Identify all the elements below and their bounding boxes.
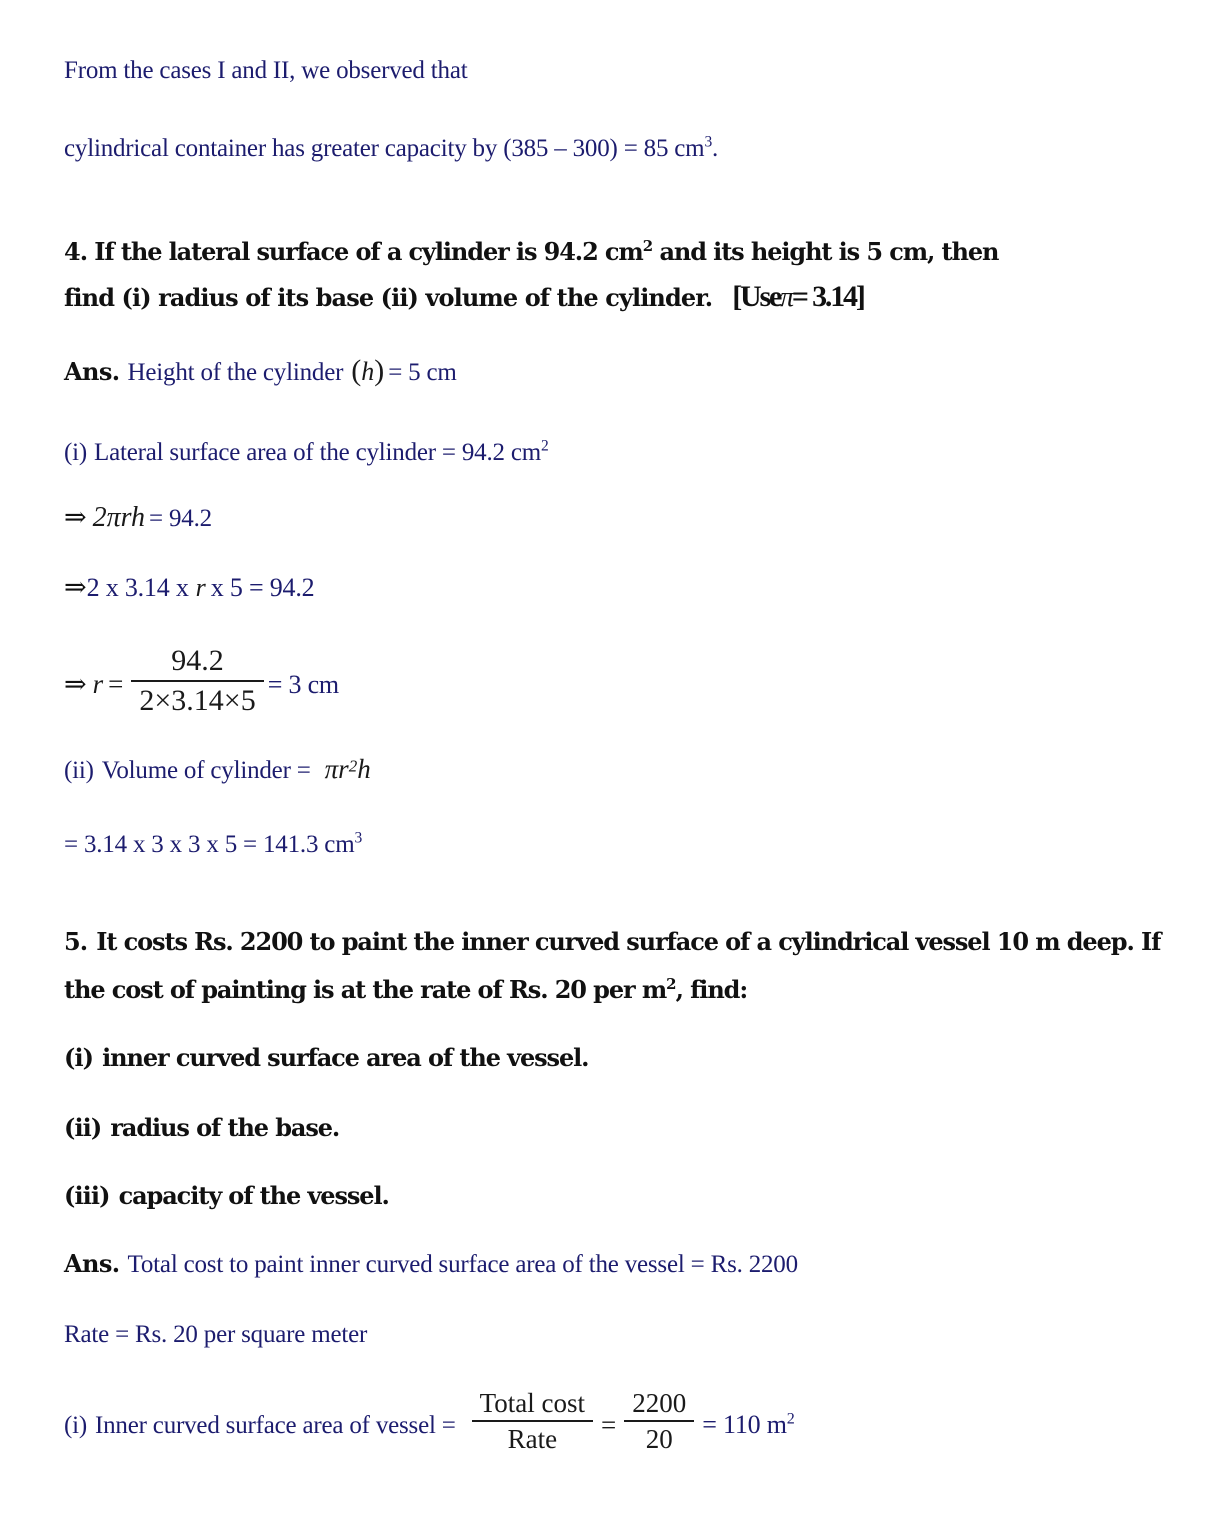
question-4-number: 4.	[64, 237, 88, 266]
fraction-1-bar	[472, 1420, 593, 1422]
intro-line-2	[64, 133, 719, 162]
step-ii-text: Volume of cylinder =	[101, 757, 311, 784]
question-5-part-ii-text: radius of the base.	[110, 1113, 340, 1142]
question-5-statement-line-2-post: , find:	[675, 975, 748, 1004]
pi-symbol: π	[780, 282, 792, 313]
question-5-statement-line-2-pre: the cost of painting is at the rate of Rs. 20 per m	[64, 975, 667, 1004]
volume-result-text: = 3.14 x 3 x 3 x 5 = 141.3 cm	[64, 831, 355, 858]
implies-arrow-1: ⇒	[64, 502, 87, 533]
final-value-text: = 110 m	[702, 1410, 787, 1440]
result-label: (i)	[64, 1411, 87, 1439]
use-pi-value: = 3.14]	[791, 280, 864, 313]
h-paren-close: )	[374, 354, 385, 387]
question-5-part-ii-label: (ii)	[64, 1113, 102, 1142]
fraction-total-cost-rate	[472, 1388, 593, 1454]
fraction-1-denominator: Rate	[507, 1424, 558, 1455]
numeric-pre: 2 x 3.14 x	[86, 573, 189, 602]
question-4-line-2	[64, 282, 864, 312]
question-5-part-iii-text: capacity of the vessel.	[118, 1181, 389, 1210]
volume-result-exponent: 3	[354, 829, 363, 847]
step-ii-volume	[64, 756, 371, 783]
inner-curved-surface-result	[64, 1390, 795, 1456]
final-value-exponent: 2	[786, 1410, 795, 1428]
question-5-part-i-text: inner curved surface area of the vessel.	[102, 1043, 589, 1072]
question-4-line-1	[64, 237, 999, 266]
radius-symbol: r	[92, 669, 104, 700]
implies-arrow-2: ⇒	[64, 572, 87, 603]
question-5-number: 5.	[64, 927, 88, 956]
intro-line-1: From the cases I and II, we observed that	[64, 57, 468, 84]
fraction-1-numerator: Total cost	[479, 1388, 586, 1418]
volume-formula-exponent: 2	[348, 756, 358, 776]
step-i-exponent: 2	[541, 437, 549, 455]
step-numeric-substitution	[64, 574, 314, 601]
intro-line-2-text: cylindrical container has greater capacity by (385 – 300) = 85 cm	[64, 135, 705, 162]
question-5-line-1	[64, 927, 1161, 956]
step-i-text: Lateral surface area of the cylinder = 94.2 cm	[94, 439, 542, 466]
step-i-lateral-surface	[64, 437, 549, 466]
question-4-exponent: 2	[642, 237, 653, 255]
fraction-2-numerator: 2200	[632, 1388, 687, 1418]
volume-result-line	[64, 829, 363, 858]
answer-label-4: Ans.	[64, 357, 120, 386]
question-5-part-ii	[64, 1113, 340, 1142]
radius-numerator: 94.2	[171, 644, 224, 677]
numeric-post: x 5 = 94.2	[210, 573, 315, 602]
question-4-answer-line	[64, 356, 457, 386]
answer-5-text: Total cost to paint inner curved surface area of the vessel = Rs. 2200	[127, 1251, 798, 1278]
step-formula-2pirh	[64, 504, 212, 532]
answer-4-text-post: = 5 cm	[388, 359, 457, 386]
step-i-label: (i)	[64, 439, 87, 466]
radius-result: = 3 cm	[267, 669, 339, 699]
equals-between-fractions: =	[601, 1409, 617, 1440]
question-5-line-2	[64, 975, 748, 1004]
fraction-2-denominator: 20	[645, 1424, 673, 1455]
intro-line-2-period: .	[712, 135, 719, 162]
formula-2pirh-value: = 94.2	[149, 505, 212, 532]
step-ii-label: (ii)	[64, 757, 94, 784]
question-5-part-i-label: (i)	[64, 1043, 94, 1072]
radius-denominator: 2×3.14×5	[139, 683, 256, 717]
r-symbol-numeric: r	[195, 573, 206, 602]
rate-line: Rate = Rs. 20 per square meter	[64, 1321, 368, 1348]
question-5-part-iii	[64, 1181, 389, 1210]
step-radius-fraction	[64, 646, 339, 719]
answer-4-text-pre: Height of the cylinder	[127, 359, 344, 386]
use-pi-open: [Use	[732, 280, 781, 313]
question-4-statement-line-2: find (i) radius of its base (ii) volume of the cylinder.	[64, 283, 713, 312]
question-5-answer-line	[64, 1249, 798, 1278]
question-5-exponent: 2	[666, 975, 676, 993]
fraction-2200-20	[624, 1388, 694, 1454]
radius-equals-sign: =	[108, 669, 124, 700]
formula-2pirh: 2πrh	[92, 502, 146, 533]
question-5-part-iii-label: (iii)	[64, 1181, 110, 1210]
volume-formula-h: h	[357, 754, 371, 784]
question-5-statement-line-1: It costs Rs. 2200 to paint the inner curved surface of a cylindrical vessel 10 m deep. If	[96, 927, 1161, 956]
use-pi-note	[732, 280, 863, 313]
intro-line-2-exponent: 3	[704, 133, 712, 151]
final-value	[702, 1412, 794, 1438]
question-5-part-i	[64, 1043, 589, 1072]
h-paren-open: (	[351, 354, 362, 387]
h-symbol: h	[361, 357, 375, 386]
question-4-statement-part-1: If the lateral surface of a cylinder is 94.2 cm	[94, 237, 643, 266]
question-4-statement-part-2: and its height is 5 cm, then	[652, 237, 999, 266]
fraction-2-bar	[624, 1420, 694, 1422]
result-text: Inner curved surface area of vessel =	[95, 1411, 456, 1439]
answer-label-5: Ans.	[64, 1249, 120, 1278]
implies-arrow-3: ⇒	[64, 669, 87, 701]
radius-fraction	[131, 644, 263, 717]
volume-formula-pi-r: πr	[324, 754, 349, 784]
radius-fraction-bar	[131, 680, 263, 682]
